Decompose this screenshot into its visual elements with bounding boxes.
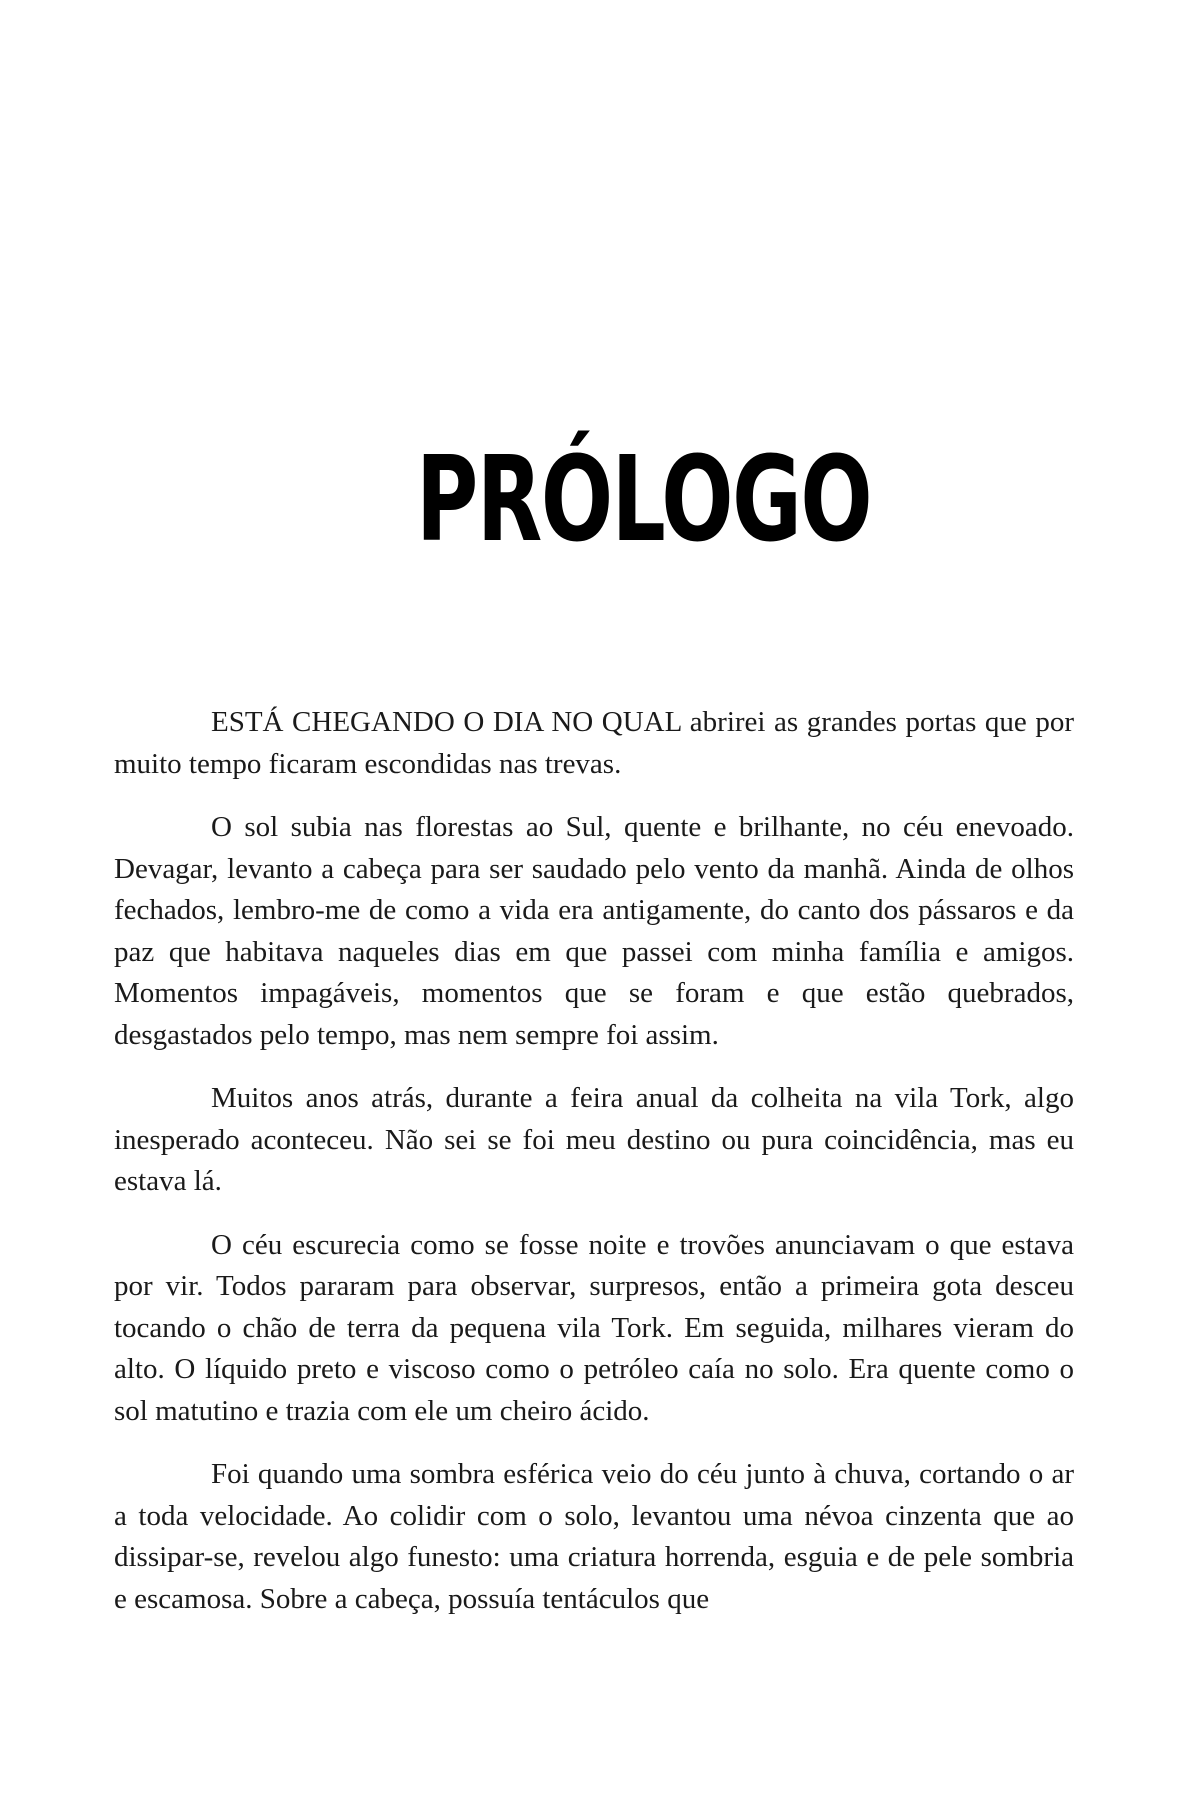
paragraph-1 [114,702,1074,785]
chapter-body [114,702,1074,1642]
paragraph-1-text: abrirei as grandes portas que por muito tempo ficaram escondidas nas trevas. [114,706,1075,780]
paragraph-3: Muitos anos atrás, durante a feira anual da colheita na vila Tork, algo inesperado aconteceu. Não sei se foi meu destino ou pura coincidência, mas eu estava lá. [114,1082,1074,1197]
paragraph-2: O sol subia nas florestas ao Sul, quente e brilhante, no céu enevoado. Devagar, levanto a cabeça para ser saudado pelo vento da manhã. Ainda de olhos fechados, lembro-me de como a vida era antigamente, do canto dos pássaros e da paz que habitava naqueles dias em que passei com minha família e amigos. Momentos impagáveis, momentos que se foram e que estão quebrados, desgastados pelo tempo, mas nem sempre foi assim. [114,811,1074,1051]
paragraph-5: Foi quando uma sombra esférica veio do céu junto à chuva, cortando o ar a toda velocidade. Ao colidir com o solo, levantou uma névoa cinzenta que ao dissipar-se, revelou algo funesto: uma criatura horrenda, esguia e de pele sombria e escamosa. Sobre a cabeça, possuía tentáculos que [114,1458,1074,1615]
chapter-title: PRÓLOGO [416,430,872,568]
paragraph-4: O céu escurecia como se fosse noite e trovões anunciavam o que estava por vir. Todos pararam para observar, surpresos, então a primeira gota desceu tocando o chão de terra da pequena vila Tork. Em seguida, milhares vieram do alto. O líquido preto e viscoso como o petróleo caía no solo. Era quente como o sol matutino e trazia com ele um cheiro ácido. [114,1228,1074,1427]
small-caps-lead: ESTÁ CHEGANDO O DIA NO QUAL [211,706,682,738]
